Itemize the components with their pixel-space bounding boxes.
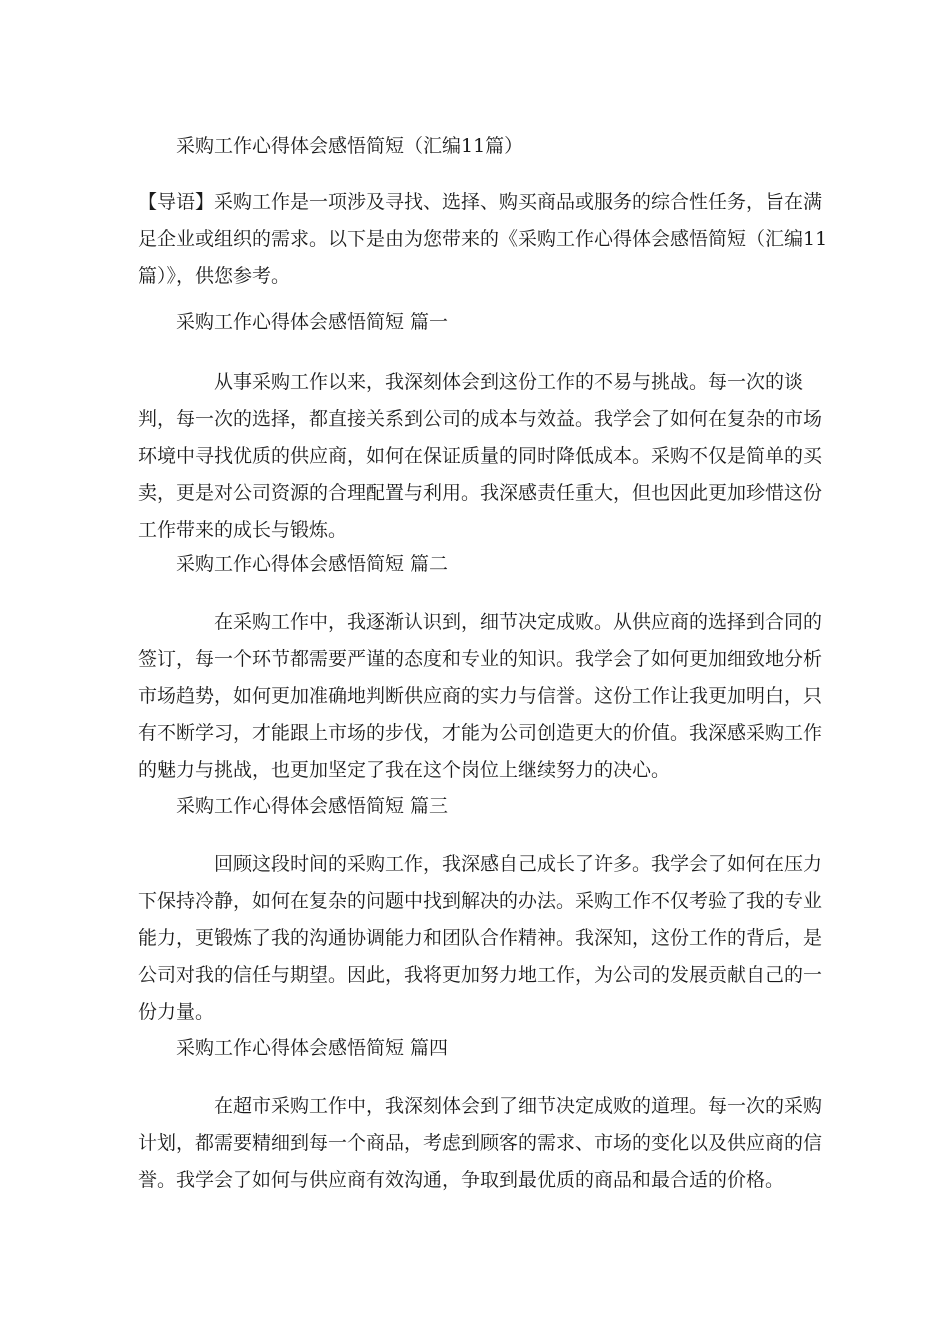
- document-title: 采购工作心得体会感悟简短（汇编11篇）: [176, 135, 524, 157]
- section-heading-3: 采购工作心得体会感悟简短 篇三: [176, 795, 449, 817]
- section-body-2: 在采购工作中，我逐渐认识到，细节决定成败。从供应商的选择到合同的签订，每一个环节都需要严谨的态度和专业的知识。我学会了如何更加细致地分析市场趋势，如何更加准确地判断供应商的实力与信誉。这份工作让我更加明白，只有不断学习，才能跟上市场的步伐，才能为公司创造更大的价值。我深感采购工作的魅力与挑战，也更加坚定了我在这个岗位上继续努力的决心。: [138, 611, 823, 781]
- section-heading-2: 采购工作心得体会感悟简短 篇二: [176, 553, 449, 575]
- section-heading-4: 采购工作心得体会感悟简短 篇四: [176, 1037, 449, 1059]
- section-body-1: 从事采购工作以来，我深刻体会到这份工作的不易与挑战。每一次的谈判，每一次的选择，都直接关系到公司的成本与效益。我学会了如何在复杂的市场环境中寻找优质的供应商，如何在保证质量的同时降低成本。采购不仅是简单的买卖，更是对公司资源的合理配置与利用。我深感责任重大，但也因此更加珍惜这份工作带来的成长与锻炼。: [138, 371, 823, 541]
- intro-paragraph: 【导语】采购工作是一项涉及寻找、选择、购买商品或服务的综合性任务，旨在满足企业或组织的需求。以下是由为您带来的《采购工作心得体会感悟简短（汇编11篇）》，供您参考。: [138, 191, 828, 287]
- section-body-3: 回顾这段时间的采购工作，我深感自己成长了许多。我学会了如何在压力下保持冷静，如何在复杂的问题中找到解决的办法。采购工作不仅考验了我的专业能力，更锻炼了我的沟通协调能力和团队合作精神。我深知，这份工作的背后，是公司对我的信任与期望。因此，我将更加努力地工作，为公司的发展贡献自己的一份力量。: [138, 853, 823, 1023]
- section-heading-1: 采购工作心得体会感悟简短 篇一: [176, 311, 449, 333]
- section-body-4: 在超市采购工作中，我深刻体会到了细节决定成败的道理。每一次的采购计划，都需要精细到每一个商品，考虑到顾客的需求、市场的变化以及供应商的信誉。我学会了如何与供应商有效沟通，争取到最优质的商品和最合适的价格。: [138, 1095, 823, 1191]
